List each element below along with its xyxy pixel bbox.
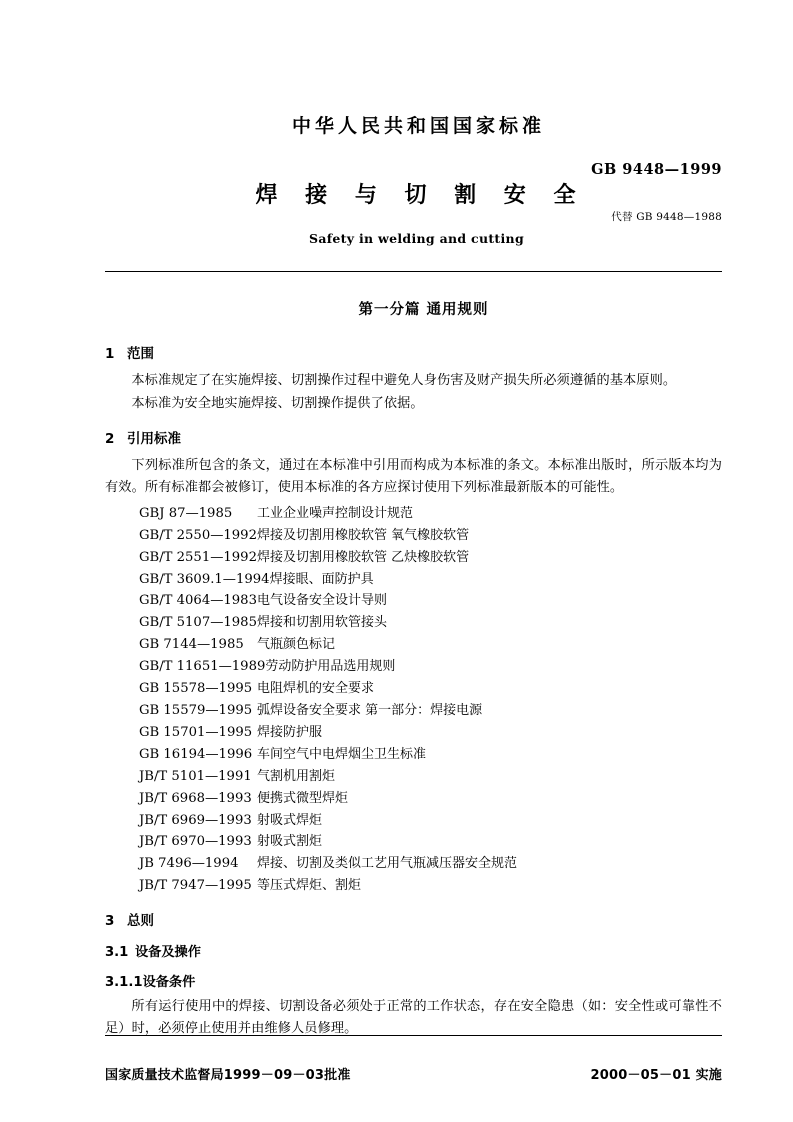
standard-header xyxy=(105,115,722,246)
subsection-title: 设备及操作 xyxy=(135,945,201,960)
list-item xyxy=(105,503,722,525)
list-item xyxy=(105,810,722,832)
subsection-number: 3.1.1 xyxy=(105,975,143,991)
reference-code: JB/T 7947—1995 xyxy=(139,878,252,894)
reference-name: 工业企业噪声控制设计规范 xyxy=(257,505,414,521)
subsection-heading-equipment-condition xyxy=(105,972,722,993)
document-body xyxy=(105,291,722,1041)
page-title: 焊 接 与 切 割 安 全 xyxy=(255,182,586,208)
section-title: 范围 xyxy=(127,346,154,363)
reference-code: GB/T 4064—1983 xyxy=(139,593,257,609)
reference-name: 等压式焊炬、割炬 xyxy=(257,878,362,894)
reference-code: GB/T 3609.1—1994 xyxy=(139,571,270,587)
list-item xyxy=(105,744,722,766)
reference-code: GB 15701—1995 xyxy=(139,724,253,740)
section-heading-scope xyxy=(105,344,722,366)
standard-code: GB 9448—1999 xyxy=(591,161,722,178)
reference-name: 焊接防护服 xyxy=(257,724,323,740)
reference-name: 车间空气中电焊烟尘卫生标准 xyxy=(257,746,427,762)
reference-name: 气瓶颜色标记 xyxy=(257,637,336,653)
scope-paragraph-2: 本标准为安全地实施焊接、切割操作提供了依据。 xyxy=(131,396,424,412)
list-item xyxy=(105,831,722,853)
scope-paragraph-1: 本标准规定了在实施焊接、切割操作过程中避免人身伤害及财产损失所必须遵循的基本原则。 xyxy=(131,373,677,389)
subsection-number: 3.1 xyxy=(105,945,129,960)
section-heading-references xyxy=(105,429,722,451)
section-heading-general xyxy=(105,911,722,933)
section-title: 总则 xyxy=(127,913,154,930)
footer-effective-date: 2000－05－01 实施 xyxy=(590,1068,722,1083)
reference-name: 便携式微型焊炬 xyxy=(257,790,349,806)
list-item xyxy=(105,590,722,612)
list-item xyxy=(105,656,722,678)
list-item xyxy=(105,766,722,788)
reference-name: 电阻焊机的安全要求 xyxy=(257,681,375,697)
list-item xyxy=(105,678,722,700)
reference-code: GB 15579—1995 xyxy=(139,702,253,718)
reference-code: JB/T 6968—1993 xyxy=(139,790,252,806)
national-standard-title: 中华人民共和国国家标准 xyxy=(291,115,545,137)
list-item xyxy=(105,547,722,569)
reference-name: 焊接和切割用软管接头 xyxy=(257,615,388,631)
reference-code: JB/T 5101—1991 xyxy=(139,768,252,784)
reference-code: JB 7496—1994 xyxy=(139,856,239,872)
references-intro: 下列标准所包含的条文，通过在本标准中引用而构成为本标准的条文。本标准出版时，所示版本均为有效。所有标准都会被修订，使用本标准的各方应探讨使用下列标准最新版本的可能性。 xyxy=(105,458,722,495)
subsection-heading-equipment-operation xyxy=(105,942,722,963)
standard-replaces: 代替 GB 9448—1988 xyxy=(611,211,722,223)
footer-divider xyxy=(105,1035,722,1036)
reference-code: GB/T 2551—1992 xyxy=(139,549,257,565)
reference-standards-list xyxy=(105,503,722,897)
footer-approval: 国家质量技术监督局1999－09－03批准 xyxy=(105,1068,351,1083)
list-item xyxy=(105,788,722,810)
list-item xyxy=(105,569,722,591)
list-item xyxy=(105,612,722,634)
subsection-title: 设备条件 xyxy=(142,975,196,991)
reference-code: JB/T 6970—1993 xyxy=(139,834,252,850)
header-divider xyxy=(105,271,722,272)
standard-code-block xyxy=(532,161,722,224)
list-item xyxy=(105,700,722,722)
reference-name: 焊接及切割用橡胶软管 乙炔橡胶软管 xyxy=(257,549,470,565)
list-item xyxy=(105,722,722,744)
reference-code: GB/T 2550—1992 xyxy=(139,527,257,543)
reference-name: 气割机用割炬 xyxy=(257,768,336,784)
section-number: 2 xyxy=(105,431,115,448)
general-paragraph: 所有运行使用中的焊接、切割设备必须处于正常的工作状态，存在安全隐患（如：安全性或可靠性不足）时，必须停止使用并由维修人员修理。 xyxy=(105,998,722,1036)
reference-code: GB 16194—1996 xyxy=(139,746,253,762)
page-content-area xyxy=(105,0,722,1122)
section-number: 1 xyxy=(105,346,115,363)
reference-name: 劳动防护用品选用规则 xyxy=(265,659,396,675)
reference-name: 射吸式焊炬 xyxy=(257,812,323,828)
reference-code: GB 7144—1985 xyxy=(139,637,244,653)
list-item xyxy=(105,525,722,547)
reference-name: 弧焊设备安全要求 第一部分：焊接电源 xyxy=(257,702,483,718)
reference-name: 焊接及切割用橡胶软管 氧气橡胶软管 xyxy=(257,527,470,543)
reference-name: 电气设备安全设计导则 xyxy=(257,593,388,609)
list-item xyxy=(105,634,722,656)
reference-code: JB/T 6969—1993 xyxy=(139,812,252,828)
section-title: 引用标准 xyxy=(127,431,181,448)
reference-code: GB 15578—1995 xyxy=(139,681,253,697)
section-number: 3 xyxy=(105,913,115,930)
reference-name: 焊接、切割及类似工艺用气瓶减压器安全规范 xyxy=(257,856,518,872)
reference-code: GBJ 87—1985 xyxy=(139,505,233,521)
list-item xyxy=(105,853,722,875)
reference-code: GB/T 11651—1989 xyxy=(139,659,266,675)
reference-name: 焊接眼、面防护具 xyxy=(269,571,374,587)
english-title: Safety in welding and cutting xyxy=(309,230,524,246)
part-title: 第一分篇 通用规则 xyxy=(358,302,489,318)
reference-code: GB/T 5107—1985 xyxy=(139,615,257,631)
list-item xyxy=(105,875,722,897)
reference-name: 射吸式割炬 xyxy=(257,834,323,850)
